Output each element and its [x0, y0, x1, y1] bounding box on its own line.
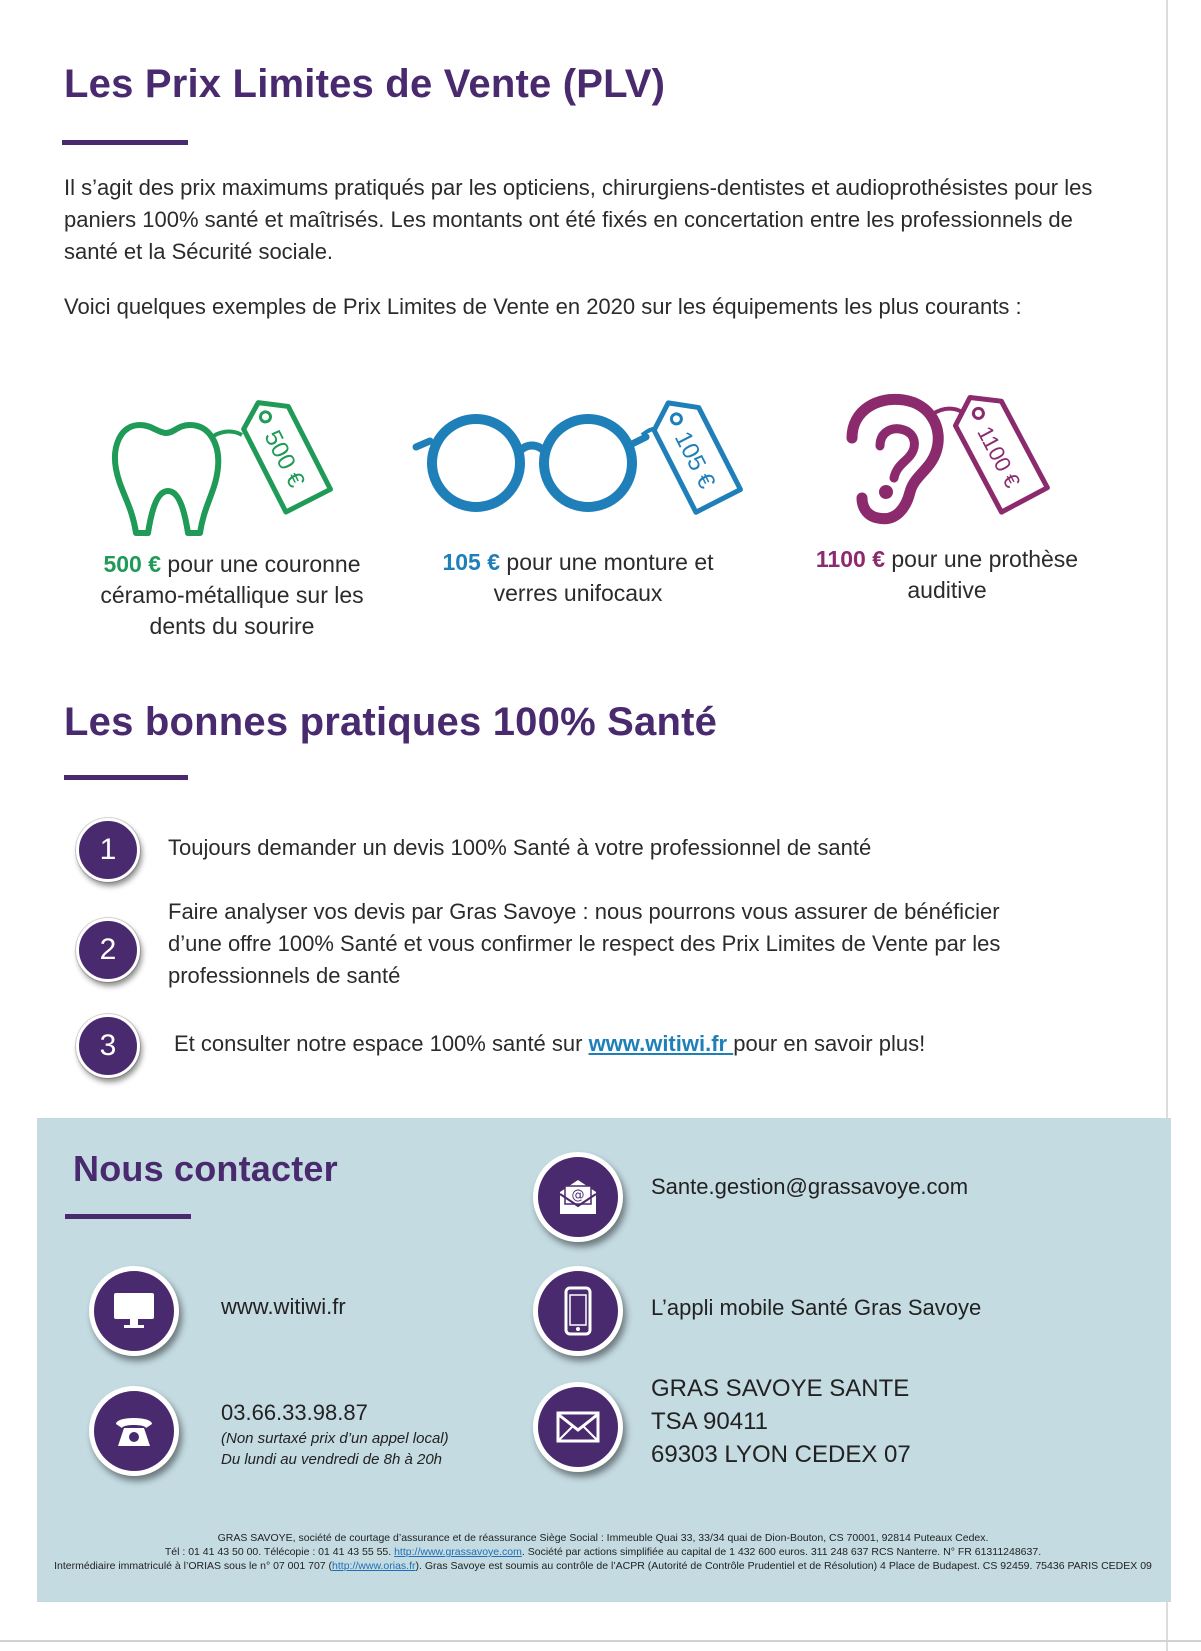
contact-phone[interactable]: 03.66.33.98.87 — [221, 1400, 368, 1425]
page-bottom-edge — [0, 1640, 1201, 1642]
price-description-crown: pour une couronne céramo-métallique sur les dents du sourire — [100, 551, 364, 639]
contact-phone-block — [221, 1398, 449, 1470]
contact-phone-hours: Du lundi au vendredi de 8h à 20h — [221, 1451, 443, 1468]
practice-text-3-after: pour en savoir plus! — [733, 1031, 926, 1056]
price-item-hearing-aid — [782, 388, 1112, 606]
price-caption-crown — [76, 549, 388, 642]
practices-title-underline — [64, 775, 188, 780]
legal-line-3-b: ). Gras Savoye est soumis au contrôle de l’ACPR (Autorité de Contrôle Prudentiel et de Résolution) 4 Place de Budapest. CS 92459. 75436 PARIS CEDEX 09 — [415, 1560, 1152, 1572]
legal-notice — [40, 1531, 1166, 1573]
address-line-2: TSA 90411 — [651, 1408, 768, 1435]
glasses-icon — [410, 395, 746, 543]
practice-item-2 — [72, 896, 1132, 996]
practice-item-3 — [72, 1012, 1132, 1082]
practice-text-3 — [174, 1028, 1094, 1060]
grassavoye-link[interactable]: http://www.grassavoye.com — [394, 1546, 522, 1558]
price-item-glasses — [410, 395, 746, 609]
plv-title-underline — [62, 140, 188, 145]
legal-line-2-a: Tél : 01 41 43 50 00. Télécopie : 01 41 43 55 55. — [164, 1546, 395, 1558]
witiwi-link[interactable]: www.witiwi.fr — [588, 1031, 734, 1056]
price-item-crown — [76, 395, 388, 642]
plv-intro: Il s’agit des prix maximums pratiqués par les opticiens, chirurgiens-dentistes et audioprothésistes pour les paniers 100% santé et maîtrisés. Les montants ont été fixés en concertation entre les professionnels de santé et la Sécurité sociale. — [64, 175, 1093, 264]
legal-line-3 — [40, 1559, 1166, 1573]
svg-text:@: @ — [571, 1188, 585, 1203]
computer-icon — [89, 1266, 179, 1356]
legal-line-3-a: Intermédiaire immatriculé à l’ORIAS sous le n° 07 001 707 ( — [54, 1560, 333, 1572]
practice-text-3-before: Et consulter notre espace 100% santé sur — [174, 1031, 589, 1056]
contact-website[interactable]: www.witiwi.fr — [221, 1294, 346, 1319]
address-line-3: 69303 LYON CEDEX 07 — [651, 1441, 911, 1468]
email-icon — [533, 1152, 623, 1242]
price-description-hearing-aid: pour une prothèse auditive — [891, 546, 1079, 603]
envelope-icon — [533, 1382, 623, 1472]
ear-icon — [822, 388, 1072, 540]
price-description-glasses: pour une monture et verres unifocaux — [493, 549, 714, 606]
practice-text-1: Toujours demander un devis 100% Santé à votre professionnel de santé — [168, 835, 872, 860]
tag-label-hearing-aid: 1100 € — [972, 422, 1026, 492]
number-badge-1: 1 — [76, 818, 140, 882]
contact-section — [37, 1118, 1171, 1602]
contact-postal-address — [651, 1372, 911, 1471]
smartphone-icon — [533, 1266, 623, 1356]
contact-title: Nous contacter — [73, 1148, 338, 1189]
number-badge-3: 3 — [76, 1014, 140, 1078]
contact-phone-note: (Non surtaxé prix d’un appel local) — [221, 1430, 449, 1447]
price-caption-hearing-aid — [782, 544, 1112, 606]
price-amount-crown: 500 € — [103, 551, 162, 577]
plv-examples-intro: Voici quelques exemples de Prix Limites de Vente en 2020 sur les équipements les plus courants : — [64, 294, 1022, 319]
contact-title-underline — [65, 1214, 191, 1219]
address-line-1: GRAS SAVOYE SANTE — [651, 1375, 910, 1402]
practice-text-2: Faire analyser vos devis par Gras Savoye : nous pourrons vous assurer de bénéficier d’une offre 100% Santé et vous confirmer le respect des Prix Limites de Vente par les professionnels de santé — [168, 899, 1001, 988]
price-amount-glasses: 105 € — [442, 549, 501, 575]
price-amount-hearing-aid: 1100 € — [815, 546, 885, 572]
plv-title: Les Prix Limites de Vente (PLV) — [64, 62, 666, 106]
legal-line-2-b: . Société par actions simplifiée au capital de 1 432 600 euros. 311 248 637 RCS Nanterre. N° FR 61311248637. — [521, 1546, 1042, 1558]
telephone-icon — [89, 1386, 179, 1476]
price-caption-glasses — [410, 547, 746, 609]
contact-email[interactable]: Sante.gestion@grassavoye.com — [651, 1174, 969, 1199]
orias-link[interactable]: http://www.orias.fr — [332, 1560, 416, 1572]
contact-mobile-app: L’appli mobile Santé Gras Savoye — [651, 1295, 982, 1320]
tag-label-crown: 500 € — [258, 426, 310, 492]
number-badge-2: 2 — [76, 918, 140, 982]
practices-title: Les bonnes pratiques 100% Santé — [64, 700, 718, 744]
legal-line-1: GRAS SAVOYE, société de courtage d’assurance et de réassurance Siège Social : Immeuble Quai 33, 33/34 quai de Dion-Bouton, CS 70001, 92814 Puteaux Cedex. — [217, 1532, 989, 1544]
tag-label-glasses: 105 € — [668, 427, 721, 494]
practice-item-1 — [72, 816, 1132, 886]
tooth-icon — [102, 395, 362, 545]
legal-line-2 — [40, 1545, 1166, 1559]
